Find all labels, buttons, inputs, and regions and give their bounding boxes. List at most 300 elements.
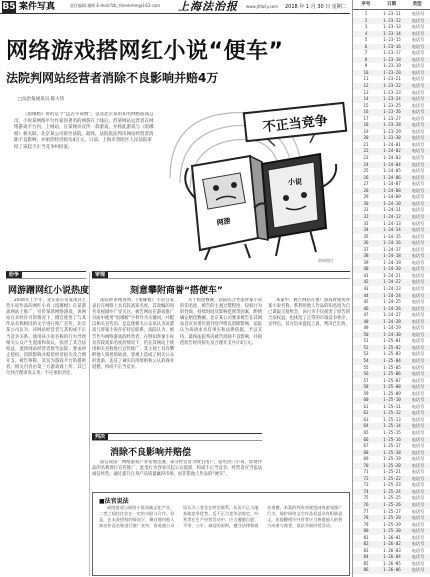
- table-cell: 电话号: [411, 351, 425, 357]
- table-cell: 2: [364, 17, 368, 23]
- table-cell: 49: [363, 325, 369, 331]
- table-cell: 电话号: [411, 344, 425, 350]
- table-cell: 1-26-06: [383, 567, 401, 573]
- section-title-trial: 刻意攀附商誉“搭便车”: [130, 286, 223, 296]
- table-cell: 64: [363, 423, 369, 429]
- table-cell: 1-24-25: [383, 299, 401, 305]
- table-cell: 83: [363, 547, 369, 553]
- table-cell: 47: [363, 312, 369, 318]
- table-cell: 1-24-28: [383, 318, 401, 324]
- table-cell: 电话号: [411, 377, 425, 383]
- table-cell: 电话号: [411, 89, 425, 95]
- table-cell: 4: [364, 30, 368, 36]
- table-cell: 57: [363, 377, 369, 383]
- table-cell: 电话号: [411, 508, 425, 514]
- table-cell: 电话号: [411, 416, 425, 422]
- table-cell: 1-23-26: [383, 109, 401, 115]
- table-cell: 电话号: [411, 115, 425, 121]
- table-cell: 1-25-15: [383, 430, 401, 435]
- table-cell: 13: [363, 89, 369, 95]
- cartoon-illustration: [150, 88, 350, 268]
- table-cell: 1-23-23: [383, 89, 401, 95]
- listing-header: [353, 0, 430, 10]
- table-cell: 电话号: [411, 155, 425, 161]
- table-cell: 电话号: [411, 30, 425, 36]
- table-cell: 电话号: [411, 220, 425, 226]
- table-cell: 电话号: [411, 390, 425, 396]
- table-cell: 1-25-25: [383, 495, 401, 501]
- table-cell: 1-24-27: [383, 312, 401, 318]
- table-cell: 78: [363, 515, 369, 521]
- table-cell: 1-24-05: [383, 168, 401, 174]
- table-cell: 1-25-19: [383, 456, 401, 462]
- table-cell: 1-24-09: [383, 194, 401, 200]
- table-cell: 1-25-11: [383, 403, 401, 409]
- section-tag-trial: 审理: [92, 272, 108, 278]
- table-cell: 37: [363, 246, 369, 252]
- table-cell: 1-25-27: [383, 508, 401, 514]
- table-cell: 1-25-12: [383, 410, 401, 416]
- listing-header-col: 日期: [387, 2, 396, 7]
- table-cell: 1-23-15: [383, 37, 401, 43]
- body-column-1: 2016年上半年，北京某公司发现其主营小说作品的网红小说《琅琊榜》在某游戏网站上推广，宣传某款网络游戏，该网站在未经许可的情况下，擅自使用了与其作品名称相同的文字进行推广宣传。北京某公司认为，该网站经营者与其构成不正当竞争关系，使用该小说名称的行为导致相关公众产生混淆和误认，损害了其合法权益，遂将网站经营者诉至法院，要求停止侵权、消除影响并赔偿经济损失及合理开支。被告辩称，其仅为游戏平台的提供者，相关内容由第三方游戏商上传，其已尽到合理审查义务，不应承担责任。: [6, 298, 86, 377]
- table-cell: 1-25-26: [383, 502, 401, 508]
- table-cell: 65: [363, 430, 369, 435]
- table-cell: 26: [363, 174, 369, 180]
- table-cell: 39: [363, 259, 369, 265]
- table-cell: 25: [363, 168, 369, 174]
- table-cell: 1-25-22: [383, 475, 401, 481]
- table-cell: 63: [363, 416, 369, 422]
- section-bar-case: [6, 271, 86, 279]
- headline: 网络游戏搭网红小说“便车”: [6, 39, 284, 64]
- table-cell: 80: [363, 528, 369, 534]
- subheadline: 法院判网站经营者消除不良影响并赔4万: [6, 71, 219, 85]
- table-cell: 电话号: [411, 161, 425, 167]
- body-column-5: 法官说法：网络游戏产业发展迅速，部分经营者为吸引用户，借用热门小说、影视作品的名称进行宣传推广，此类行为容易引起公众混淆，构成不正当竞争。经营者应当依法诚信经营，通过提升自身产品质量赢得市场，而非搭他人作品的“便车”。: [92, 460, 262, 478]
- table-cell: 1-24-06: [383, 174, 401, 180]
- table-cell: 79: [363, 521, 369, 527]
- table-cell: 8: [364, 56, 368, 62]
- table-cell: 1-24-11: [383, 207, 401, 213]
- cartoon-svg: [150, 88, 350, 268]
- table-cell: 电话号: [411, 482, 425, 488]
- section-title-case: 网游蹭网红小说热度: [8, 286, 90, 296]
- table-cell: 1-23-12: [383, 17, 401, 23]
- listing-header-col: 类型: [412, 2, 422, 7]
- body-column-3: 关于赔偿数额，法院综合考虑涉案小说的知名度、被告的主观过错程度、侵权行为的性质、持续时间及影响范围等因素，酌情确定赔偿数额。北京某公司要求被告在其网站首页显著位置刊登声明以消除影响，法院认为该请求具有事实和法律依据，予以支持。最终法院判决被告消除不良影响，并赔偿原告经济损失及合理开支共计4万元。: [180, 298, 262, 346]
- table-cell: 34: [363, 227, 369, 233]
- table-row: [353, 567, 430, 574]
- table-cell: 30: [363, 200, 369, 206]
- game-box-character: [185, 156, 268, 260]
- table-cell: 70: [363, 462, 369, 468]
- section-bar-verdict: [92, 433, 262, 441]
- table-cell: 27: [363, 181, 369, 187]
- paper-name: 上海法治报: [178, 0, 238, 13]
- table-cell: 18: [363, 122, 369, 128]
- table-cell: 电话号: [411, 279, 425, 285]
- table-cell: 电话号: [411, 534, 425, 540]
- table-cell: 11: [363, 76, 369, 82]
- table-cell: 36: [363, 240, 369, 246]
- table-cell: 1-24-17: [383, 246, 401, 252]
- table-cell: 12: [363, 83, 369, 89]
- table-cell: 1-23-22: [383, 83, 401, 89]
- table-cell: 67: [363, 443, 369, 449]
- table-cell: 电话号: [411, 502, 425, 508]
- table-cell: 电话号: [411, 292, 425, 298]
- table-cell: 电话号: [411, 423, 425, 429]
- notice-listing-table: [352, 0, 430, 577]
- table-cell: 71: [363, 469, 369, 475]
- table-cell: 电话号: [411, 436, 425, 442]
- table-cell: 1-24-30: [383, 331, 401, 337]
- table-cell: 48: [363, 318, 369, 324]
- table-cell: 电话号: [411, 456, 425, 462]
- table-cell: 1-25-17: [383, 443, 401, 449]
- table-cell: 电话号: [411, 312, 425, 318]
- table-cell: 1-23-21: [383, 76, 401, 82]
- table-cell: 59: [363, 390, 369, 396]
- table-cell: 14: [363, 96, 369, 102]
- table-cell: 电话号: [411, 266, 425, 272]
- table-cell: 66: [363, 436, 369, 442]
- table-cell: 68: [363, 449, 369, 455]
- table-cell: 电话号: [411, 37, 425, 43]
- table-cell: 40: [363, 266, 369, 272]
- table-cell: 74: [363, 488, 369, 494]
- lead-paragraph: 《琅琊榜》讲的是个“远古小说网”，以及北京某的知名网络游戏公司，小说某网络平台作家因著名的网游在上线后，但某网站运营者在网络游戏平台内，上网站，在某网页宣传一款游戏，并将此游戏与《琅琊榜》相关联，北京某公司诉至法院，最终，法院依法判决网站经营者消除不良影响，并赔偿经济损失4万元。日前，上海市普陀区人民法院审结了该起不正当竞争纠纷案。: [14, 112, 154, 150]
- svg-text:小说: 小说: [288, 178, 302, 186]
- table-cell: 电话号: [411, 141, 425, 147]
- judge-commentary-title: ■法官说法: [99, 498, 129, 505]
- table-cell: 77: [363, 508, 369, 514]
- svg-text:网游: 网游: [216, 216, 232, 228]
- table-cell: 电话号: [411, 76, 425, 82]
- table-cell: 电话号: [411, 547, 425, 553]
- table-cell: 60: [363, 397, 369, 403]
- table-cell: 1-25-16: [383, 436, 401, 442]
- table-cell: 1-25-01: [383, 338, 401, 344]
- table-cell: 电话号: [411, 285, 425, 291]
- table-cell: 1-25-09: [383, 390, 401, 396]
- table-cell: 1-23-18: [383, 56, 401, 62]
- table-cell: 1-24-14: [383, 227, 401, 233]
- table-cell: 82: [363, 541, 369, 547]
- table-cell: 电话号: [411, 135, 425, 141]
- table-cell: 电话号: [411, 403, 425, 409]
- table-cell: 电话号: [411, 397, 425, 403]
- table-cell: 电话号: [411, 24, 425, 30]
- table-cell: 1-23-25: [383, 102, 401, 108]
- table-cell: 1-24-16: [383, 240, 401, 246]
- table-cell: 电话号: [411, 194, 425, 200]
- table-cell: 1-25-05: [383, 364, 401, 370]
- table-cell: 1-26-01: [383, 534, 401, 540]
- table-cell: 1-26-04: [383, 554, 401, 560]
- table-cell: 电话号: [411, 187, 425, 193]
- table-cell: 1-23-20: [383, 69, 401, 75]
- table-cell: 电话号: [411, 567, 425, 573]
- table-cell: 3: [364, 24, 368, 30]
- table-cell: 电话号: [411, 272, 425, 278]
- table-cell: 41: [363, 272, 369, 278]
- table-cell: 1-24-02: [383, 148, 401, 154]
- table-cell: 电话号: [411, 109, 425, 115]
- body-column-4: 本案中，被告网站在推广游戏时使用涉案小说名称，系利用他人作品的知名度为自己谋取交易机会，该行为不仅损害了原告的合法权益，也扰乱了正常的市场竞争秩序。宣判后，双方均未提起上诉，判决已生效。: [268, 298, 350, 328]
- table-cell: 1-24-20: [383, 266, 401, 272]
- table-cell: 电话号: [411, 174, 425, 180]
- table-cell: 22: [363, 148, 369, 154]
- table-cell: 33: [363, 220, 369, 226]
- table-cell: 69: [363, 456, 369, 462]
- table-cell: 电话号: [411, 83, 425, 89]
- table-cell: 1-23-13: [383, 24, 401, 30]
- table-cell: 1-24-08: [383, 187, 401, 193]
- table-cell: 44: [363, 292, 369, 298]
- judge-commentary-box: [92, 492, 350, 576]
- table-cell: 62: [363, 410, 369, 416]
- table-cell: 电话号: [411, 11, 425, 16]
- table-cell: 电话号: [411, 227, 425, 233]
- table-cell: 19: [363, 128, 369, 134]
- table-cell: 52: [363, 344, 369, 350]
- table-cell: 38: [363, 253, 369, 259]
- table-cell: 1-25-14: [383, 423, 401, 429]
- table-cell: 电话号: [411, 384, 425, 390]
- table-cell: 73: [363, 482, 369, 488]
- table-cell: 1-24-10: [383, 200, 401, 206]
- table-cell: 电话号: [411, 475, 425, 481]
- table-cell: 1-24-15: [383, 233, 401, 239]
- table-cell: 28: [363, 187, 369, 193]
- table-cell: 电话号: [411, 200, 425, 206]
- table-cell: 电话号: [411, 17, 425, 23]
- table-cell: 1-25-29: [383, 521, 401, 527]
- table-cell: 1-25-24: [383, 488, 401, 494]
- table-cell: 1-24-12: [383, 213, 401, 219]
- table-cell: 电话号: [411, 521, 425, 527]
- table-cell: 电话号: [411, 443, 425, 449]
- table-cell: 电话号: [411, 325, 425, 331]
- table-cell: 1-25-10: [383, 397, 401, 403]
- table-cell: 84: [363, 554, 369, 560]
- table-cell: 61: [363, 403, 369, 409]
- illustration-credit: 资料图片: [318, 258, 334, 263]
- table-cell: 1-23-19: [383, 63, 401, 69]
- table-cell: 电话号: [411, 305, 425, 311]
- table-cell: 1-24-29: [383, 325, 401, 331]
- table-cell: 85: [363, 560, 369, 566]
- masthead: [0, 0, 350, 14]
- table-cell: 54: [363, 357, 369, 363]
- table-cell: 电话号: [411, 515, 425, 521]
- table-cell: 1-25-13: [383, 416, 401, 422]
- table-cell: 电话号: [411, 299, 425, 305]
- table-cell: 1-24-23: [383, 285, 401, 291]
- table-cell: 21: [363, 141, 369, 147]
- table-cell: 电话号: [411, 181, 425, 187]
- table-cell: 1-23-29: [383, 128, 401, 134]
- table-cell: 1-23-17: [383, 50, 401, 56]
- table-cell: 电话号: [411, 56, 425, 62]
- book-character: [262, 154, 336, 256]
- table-cell: 16: [363, 109, 369, 115]
- table-cell: 72: [363, 475, 369, 481]
- table-cell: 电话号: [411, 43, 425, 49]
- table-cell: 1-23-11: [383, 11, 401, 16]
- body-column-2: 法院经审理查明，《琅琊榜》小说自发表后在网络上具有较高知名度，其改编的同名电视剧亦广受关注。被告网站在游戏推广页面中使用“琅琊榜”字样作为关键词，并配以相关宣传语，足以使相关公众误认为该游戏与涉案小说存在特定联系。法院认为，被告作为网络游戏的经营者，在明知涉案小说具有较高知名度的情况下，仍在其网站上使用相关名称进行宣传推广，其主观上具有攀附他人商誉的故意，客观上造成了相关公众的混淆，违反了诚实信用原则和公认的商业道德，构成不正当竞争。: [92, 298, 174, 371]
- paper-url[interactable]: www.jfdaily.com: [246, 4, 279, 9]
- issue-date: 2018 年 1 月 30 日 星期二: [285, 4, 347, 10]
- table-cell: 电话号: [411, 128, 425, 134]
- table-cell: 电话号: [411, 259, 425, 265]
- table-cell: 1-24-18: [383, 253, 401, 259]
- table-cell: 50: [363, 331, 369, 337]
- table-cell: 1-25-04: [383, 357, 401, 363]
- table-cell: 46: [363, 305, 369, 311]
- table-cell: 58: [363, 384, 369, 390]
- table-cell: 1-25-21: [383, 469, 401, 475]
- table-cell: 电话号: [411, 371, 425, 377]
- table-cell: 1-23-16: [383, 43, 401, 49]
- table-cell: 1-24-04: [383, 161, 401, 167]
- table-cell: 35: [363, 233, 369, 239]
- editor-line: 责任编辑 谢晖 E-mail:fzb_shenbrem@163.com: [70, 3, 160, 8]
- table-cell: 51: [363, 338, 369, 344]
- section-tag-case: 纷争: [6, 272, 22, 278]
- table-cell: 电话号: [411, 410, 425, 416]
- table-cell: 5: [364, 37, 368, 43]
- table-cell: 电话号: [411, 495, 425, 501]
- sign-board: [244, 103, 346, 146]
- table-cell: 76: [363, 502, 369, 508]
- table-cell: 电话号: [411, 240, 425, 246]
- table-cell: 10: [363, 69, 369, 75]
- table-cell: 电话号: [411, 50, 425, 56]
- table-cell: 电话号: [411, 364, 425, 370]
- table-cell: 1-24-24: [383, 292, 401, 298]
- table-cell: 1-23-27: [383, 115, 401, 121]
- table-cell: 电话号: [411, 357, 425, 363]
- table-cell: 53: [363, 351, 369, 357]
- table-cell: 电话号: [411, 63, 425, 69]
- table-cell: 1-25-08: [383, 384, 401, 390]
- table-cell: 1-24-26: [383, 305, 401, 311]
- table-cell: 1-24-19: [383, 259, 401, 265]
- table-cell: 1-25-07: [383, 377, 401, 383]
- table-cell: 42: [363, 279, 369, 285]
- table-cell: 56: [363, 371, 369, 377]
- table-cell: 1-23-30: [383, 135, 401, 141]
- section-name: 案件写真: [19, 2, 56, 12]
- sign-text: 不正当竞争: [262, 113, 329, 136]
- table-cell: 32: [363, 213, 369, 219]
- table-cell: 电话号: [411, 541, 425, 547]
- table-cell: 1-23-28: [383, 122, 401, 128]
- table-cell: 1-24-07: [383, 181, 401, 187]
- table-cell: 电话号: [411, 331, 425, 337]
- table-cell: 1-26-05: [383, 560, 401, 566]
- table-cell: 1-25-28: [383, 515, 401, 521]
- table-cell: 1-25-18: [383, 449, 401, 455]
- table-cell: 电话号: [411, 430, 425, 435]
- table-cell: 电话号: [411, 528, 425, 534]
- table-cell: 9: [364, 63, 368, 69]
- table-cell: 电话号: [411, 148, 425, 154]
- table-cell: 1-24-21: [383, 272, 401, 278]
- table-cell: 电话号: [411, 318, 425, 324]
- table-cell: 24: [363, 161, 369, 167]
- table-cell: 电话号: [411, 233, 425, 239]
- table-cell: 43: [363, 285, 369, 291]
- table-cell: 电话号: [411, 69, 425, 75]
- table-cell: 1-24-03: [383, 155, 401, 161]
- table-cell: 17: [363, 115, 369, 121]
- table-cell: 81: [363, 534, 369, 540]
- page-badge: B5: [2, 2, 16, 12]
- table-cell: 86: [363, 567, 369, 573]
- table-cell: 电话号: [411, 168, 425, 174]
- table-cell: 23: [363, 155, 369, 161]
- table-cell: 电话号: [411, 96, 425, 102]
- table-cell: 电话号: [411, 207, 425, 213]
- table-cell: 1-23-24: [383, 96, 401, 102]
- table-cell: 1-26-02: [383, 541, 401, 547]
- table-cell: 电话号: [411, 554, 425, 560]
- table-cell: 1-25-02: [383, 344, 401, 350]
- table-cell: 1-23-14: [383, 30, 401, 36]
- table-cell: 电话号: [411, 449, 425, 455]
- listing-header-col: 序号: [361, 2, 371, 7]
- table-cell: 1-25-06: [383, 371, 401, 377]
- column-divider: [89, 272, 90, 576]
- table-cell: 电话号: [411, 488, 425, 494]
- section-title-verdict: 消除不良影响并赔偿: [110, 448, 192, 458]
- table-cell: 31: [363, 207, 369, 213]
- table-cell: 15: [363, 102, 369, 108]
- table-cell: 电话号: [411, 462, 425, 468]
- table-cell: 电话号: [411, 469, 425, 475]
- table-cell: 电话号: [411, 102, 425, 108]
- section-bar-trial: [92, 271, 350, 279]
- table-cell: 电话号: [411, 213, 425, 219]
- table-cell: 电话号: [411, 253, 425, 259]
- table-cell: 1-24-22: [383, 279, 401, 285]
- table-cell: 电话号: [411, 122, 425, 128]
- table-cell: 1-25-30: [383, 528, 401, 534]
- table-cell: 1-25-03: [383, 351, 401, 357]
- byline: □法治报通讯员 陈大伟: [18, 97, 65, 102]
- table-cell: 电话号: [411, 338, 425, 344]
- table-cell: 1-26-03: [383, 547, 401, 553]
- table-cell: 电话号: [411, 246, 425, 252]
- listing-rows: [353, 11, 430, 577]
- table-cell: 1: [364, 11, 368, 16]
- judge-commentary-body: 网络游戏与网络小说同属文化产业，二者之间往往存在一定的关联与合作。但是，在未获授权的情况下，擅自使用他人知名作品名称进行推广宣传，容易使公众误认为二者存在特定联系，从而不正当地获取竞争优势。反不正当竞争法规定，经营者在生产经营活动中，应当遵循自愿、平等、公平、诚信的原则，遵守法律和商业道德。本案的判决对规范网络游戏推广行为，保护网络文学作品权益具有积极意义，也提醒相关经营者应当尊重他人的智力成果与商誉，依法开展经营活动。: [99, 505, 343, 528]
- table-cell: 6: [364, 43, 368, 49]
- table-cell: 20: [363, 135, 369, 141]
- table-cell: 电话号: [411, 560, 425, 566]
- section-tag-verdict: 判决: [92, 434, 108, 440]
- table-cell: 75: [363, 495, 369, 501]
- table-cell: 1-24-13: [383, 220, 401, 226]
- table-cell: 1-25-23: [383, 482, 401, 488]
- table-cell: 1-24-01: [383, 141, 401, 147]
- table-cell: 29: [363, 194, 369, 200]
- table-cell: 1-25-20: [383, 462, 401, 468]
